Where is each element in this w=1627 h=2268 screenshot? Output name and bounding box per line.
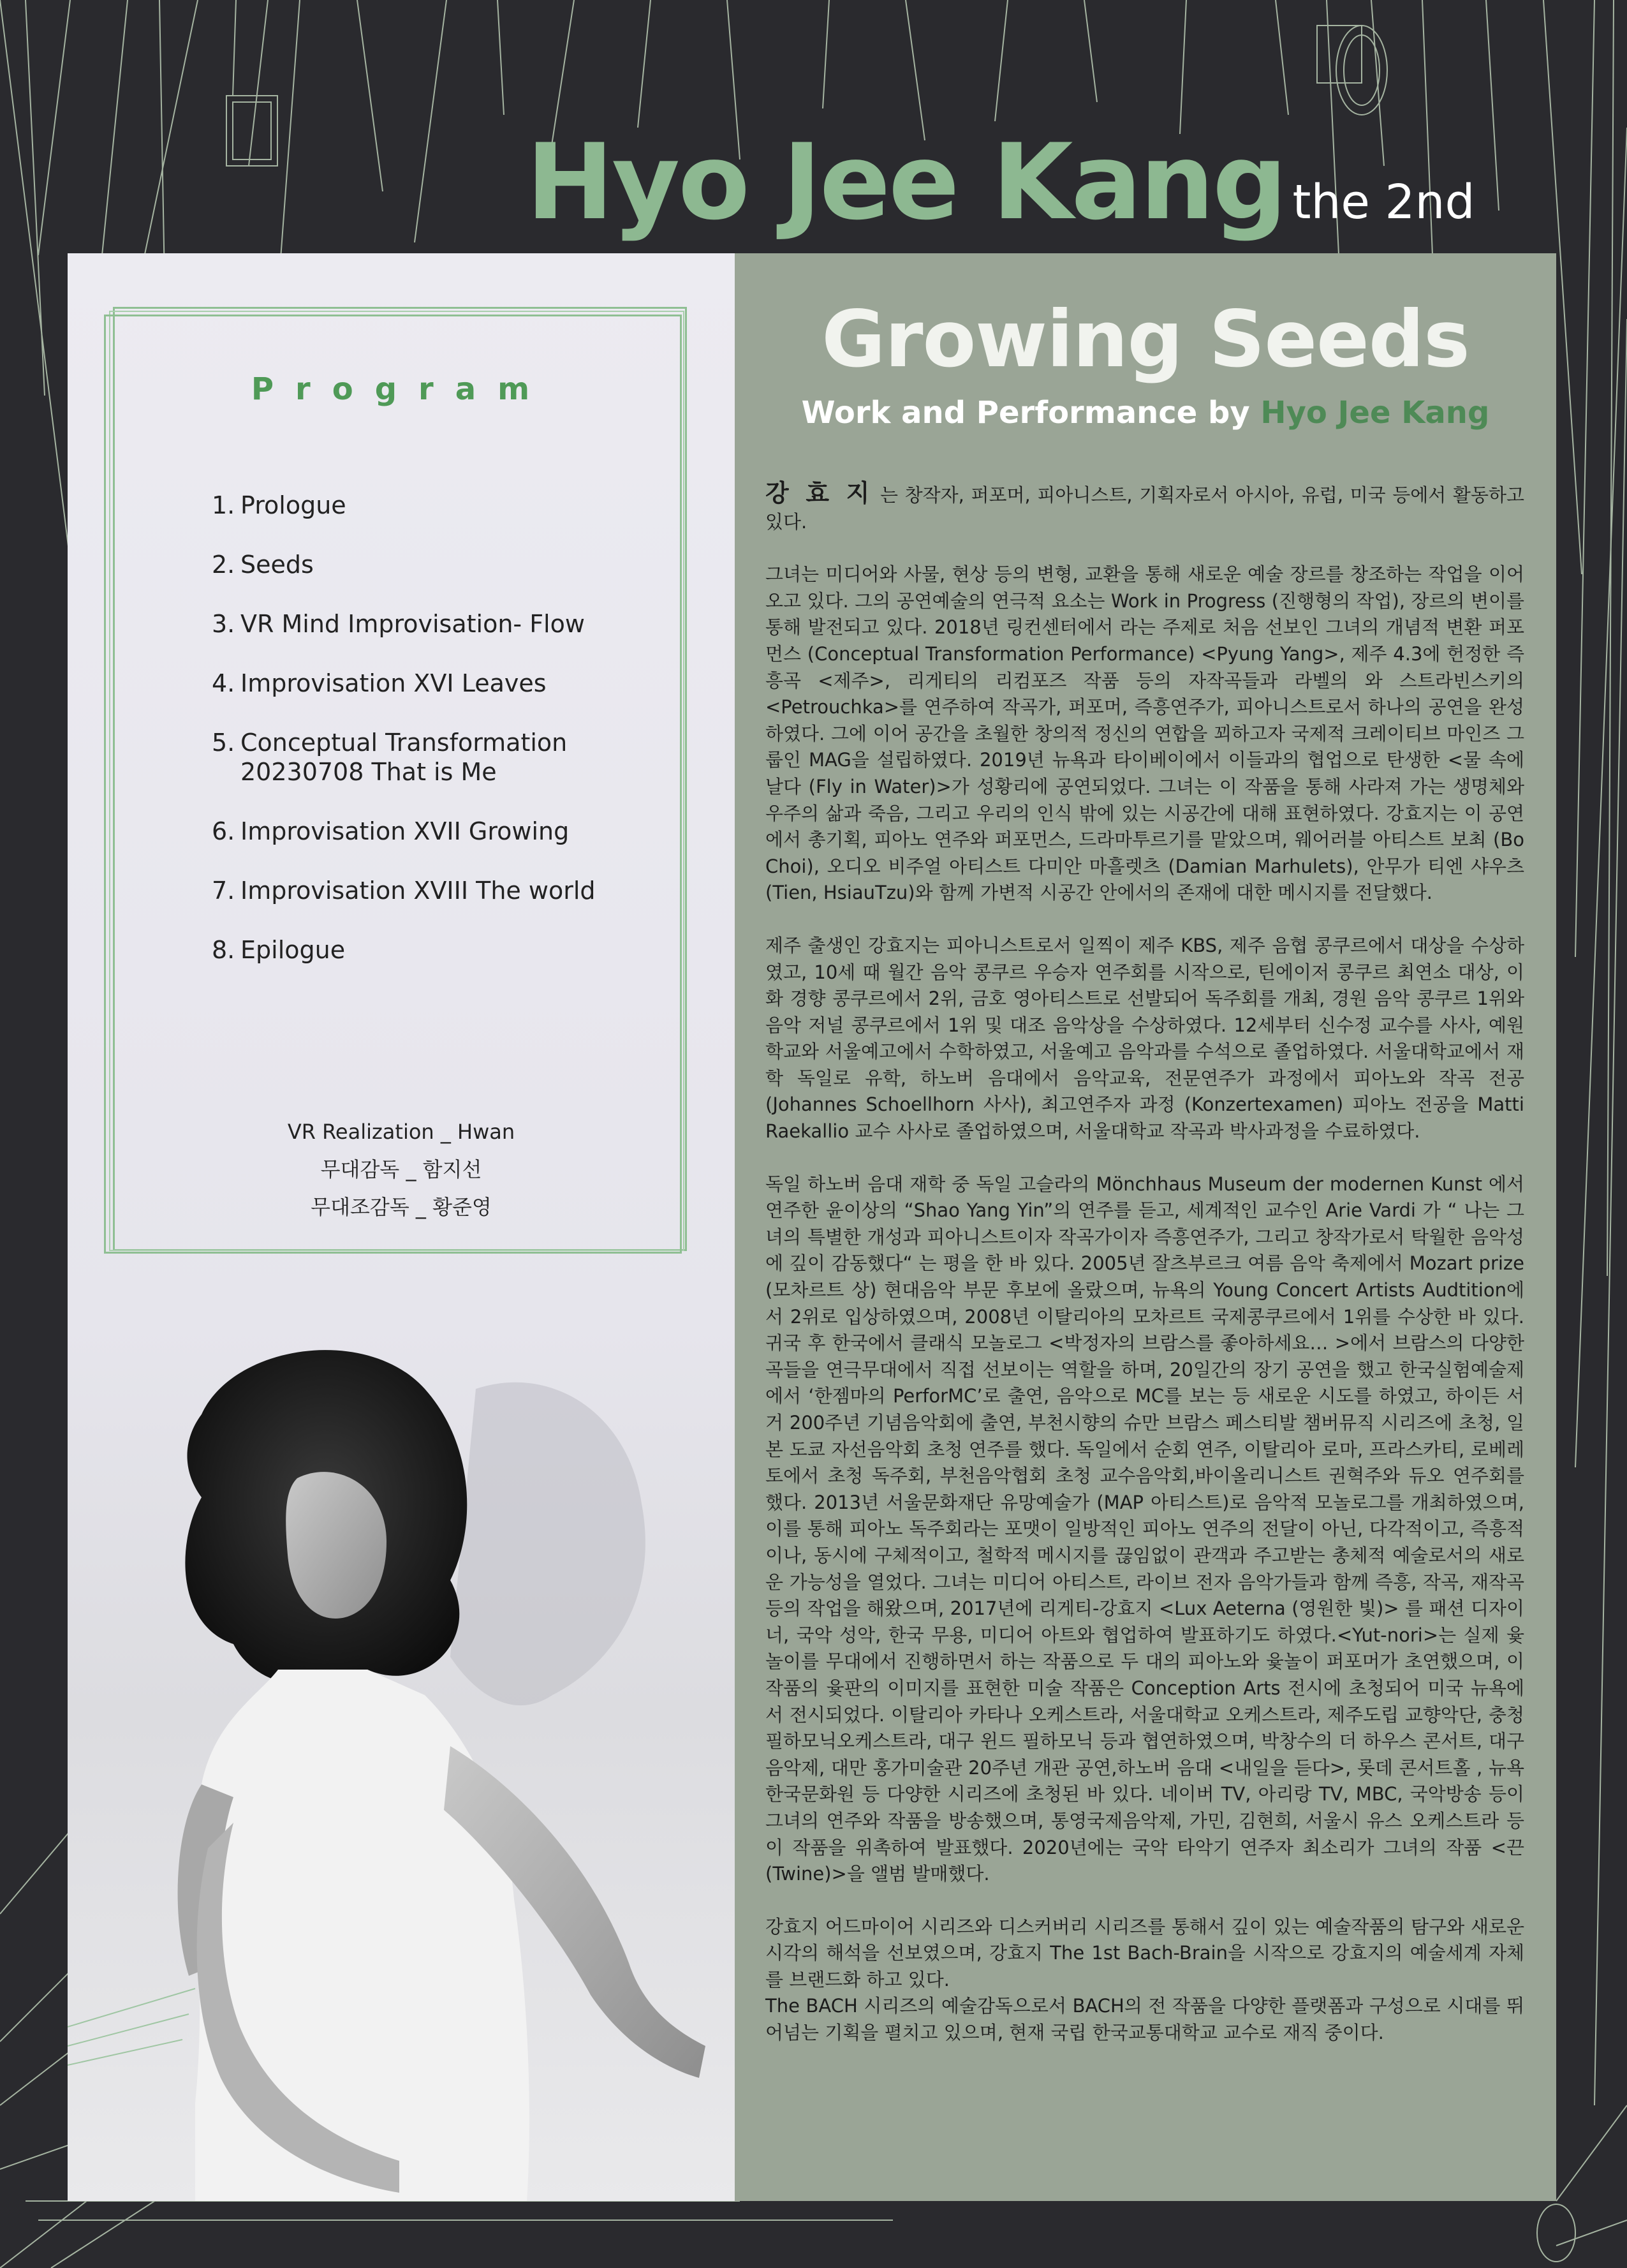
- bio-paragraph: 강효지 어드마이어 시리즈와 디스커버리 시리즈를 통해서 깊이 있는 예술작품의 탐구와 새로운 시각의 해석을 선보였으며, 강효지 The 1st Bach-Brain을 시작으로 강효지의 예술세계 자체를 브랜드화 하고 있다.: [765, 1915, 1524, 1990]
- credit-assistant-director: 무대조감독 _ 황준영: [311, 1195, 492, 1219]
- bio-paragraph: The BACH 시리즈의 예술감독으로서 BACH의 전 작품을 다양한 플랫폼과 구성으로 시대를 뛰어넘는 기획을 펼치고 있으며, 현재 국립 한국교통대학교 교수로 재직 중이다.: [765, 1995, 1524, 2044]
- program-item: 7. Improvisation XVIII The world: [212, 877, 596, 905]
- lead-name: 강 효 지: [765, 479, 874, 507]
- credit-vr: VR Realization _ Hwan: [287, 1120, 515, 1144]
- biography-text: [765, 480, 1524, 2073]
- edition-label: the 2nd: [1292, 175, 1475, 230]
- bio-paragraph: 독일 하노버 음대 재학 중 독일 고슬라의 Mönchhaus Museum der modernen Kunst 에서 연주한 윤이상의 “Shao Yang Yin”의 연주를 듣고, 세계적인 교수인 Arie Vardi 가 “ 나는 그녀의 특별한 개성과 피아니스트이자 작곡가이자 즉흥연주가, 그리고 창작가로서 탁월한 음악성에 깊이 감동했다“ 는 평을 한 바 있다. 2005년 잘츠부르크 여름 음악 축제에서 Mozart prize (모차르트 상) 현대음악 부문 후보에 올랐으며, 뉴욕의 Young Concert Artists Audtition에서 2위로 입상하였으며, 2008년 이탈리아의 모차르트 국제콩쿠르에서 1위를 수상한 바 있다. 귀국 후 한국에서 클래식 모놀로그 <박정자의 브람스를 좋아하세요… >에서 브람스의 다양한 곡들을 연극무대에서 직접 선보이는 역할을 하며, 20일간의 장기 공연을 했고 한국실험예술제에서 ‘한젬마의 PerforMC’로 출연, 음악으로 MC를 보는 등 새로운 시도를 하였고, 하이든 서거 200주년 기념음악회에 출연, 부천시향의 슈만 브람스 페스티발 챔버뮤직 시리즈에 초청, 일본 도쿄 자선음악회 초청 연주를 했다. 독일에서 순회 연주, 이탈리아 로마, 프라스카티, 로베레토에서 초청 독주회, 부천음악협회 초청 교수음악회,바이올리니스트 권혁주와 듀오 연주회를 했다. 2013년 서울문화재단 유망예술가 (MAP 아티스트)로 음악적 모놀로그를 개최하였으며, 이를 통해 피아노 독주회라는 포맷이 일방적인 피아노 연주의 전달이 아닌, 다각적이고, 즉흥적이나, 동시에 구체적이고, 철학적 메시지를 끊임없이 관객과 주고받는 총체적 예술로서의 새로운 가능성을 열었다. 그녀는 미디어 아티스트, 라이브 전자 음악가들과 함께 즉흥, 작곡, 재작곡 등의 작업을 해왔으며, 2017년에 리게티-강효지 <Lux Aeterna (영원한 빛)> 를 패션 디자이너, 국악 성악, 한국 무용, 미디어 아트와 협업하여 발표하기도 하였다.<Yut-nori>는 실제 윷놀이를 무대에서 진행하면서 하는 작품으로 두 대의 피아노와 윷놀이 퍼포머가 초연했으며, 이 작품의 윷판의 이미지를 표현한 미술 작품은 Conception Arts 전시에 초청되어 미국 뉴욕에서 전시되었다. 이탈리아 카타나 오케스트라, 서울대학교 오케스트라, 제주도립 교향악단, 충청필하모닉오케스트라, 대구 윈드 필하모닉 등과 협연하였으며, 박창수의 더 하우스 콘서트, 대구음악제, 대만 홍가미술관 20주년 개관 공연,하노버 음대 <내일을 듣다>, 롯데 콘서트홀 , 뉴욕 한국문화원 등 다양한 시리즈에 초청된 바 있다. 네이버 TV, 아리랑 TV, MBC, 국악방송 등이 그녀의 연주와 작품을 방송했으며, 통영국제음악제, 가민, 김현희, 서울시 유스 오케스트라 등이 작품을 위촉하여 발표했다. 2020년에는 국악 타악기 연주자 최소리가 그녀의 작품 <끈(Twine)>을 앨범 발매했다.: [765, 1173, 1524, 1885]
- bio-paragraph: 제주 출생인 강효지는 피아니스트로서 일찍이 제주 KBS, 제주 음협 콩쿠르에서 대상을 수상하였고, 10세 때 월간 음악 콩쿠르 우승자 연주회를 시작으로, 틴에이저 콩쿠르 최연소 대상, 이화 경향 콩쿠르에서 2위, 금호 영아티스트로 선발되어 독주회를 개최, 경원 음악 콩쿠르 1위와 음악 저널 콩쿠르에서 1위 및 대조 음악상을 수상하였다. 12세부터 신수정 교수를 사사, 예원학교와 서울예고에서 수학하였고, 서울예고 음악과를 수석으로 졸업하였다. 서울대학교에서 재학 독일로 유학, 하노버 음대에서 음악교육, 전문연주가 과정에서 피아노와 작곡 전공(Johannes Schoellhorn 사사), 최고연주자 과정 (Konzertexamen) 피아노 전공을 Matti Raekallio 교수 사사로 졸업하였으며, 서울대학교 작곡과 박사과정을 수료하였다.: [765, 934, 1524, 1143]
- concert-subtitle: Work and Performance by Hyo Jee Kang: [801, 395, 1490, 431]
- credits: [68, 1113, 735, 1226]
- credit-stage-director: 무대감독 _ 함지선: [320, 1157, 482, 1182]
- performer-name: Hyo Jee Kang: [526, 121, 1286, 243]
- program-item: 4. Improvisation XVI Leaves: [212, 669, 547, 697]
- concert-title: Growing Seeds: [821, 294, 1469, 385]
- portrait-photo: [68, 1338, 735, 2201]
- subtitle-name: Hyo Jee Kang: [1260, 395, 1490, 431]
- program-item: 3. VR Mind Improvisation- Flow: [212, 610, 585, 638]
- program-item: 2. Seeds: [212, 551, 314, 579]
- bio-paragraph: 그녀는 미디어와 사물, 현상 등의 변형, 교환을 통해 새로운 예술 장르를 창조하는 작업을 이어오고 있다. 그의 공연예술의 연극적 요소는 Work in Progress (진행형의 작업), 장르의 변이를 통해 발전되고 있다. 2018년 링컨센터에서 라는 주제로 처음 선보인 그녀의 개념적 변환 퍼포먼스 (Conceptual Transformation Performance) <Pyung Yang>, 제주 4.3에 헌정한 즉흥곡 <제주>, 리게티의 리컴포즈 작품 등의 자작곡들과 라벨의 와 스트라빈스키의 <Petrouchka>를 연주하여 작곡가, 퍼포머, 즉흥연주가, 피아니스트로서 하나의 공연을 완성하였다. 그에 이어 공간을 초월한 창의적 정신의 연합을 꾀하고자 국제적 크레이티브 마인즈 그룹인 MAG을 설립하였다. 2019년 뉴욕과 타이베이에서 이들과의 협업으로 탄생한 <물 속에 날다 (Fly in Water)>가 성황리에 공연되었다. 그녀는 이 작품을 통해 사라져 가는 생명체와 우주의 삶과 죽음, 그리고 우리의 인식 밖에 있는 시공간에 대해 표현하였다. 강효지는 이 공연에서 총기획, 피아노 연주와 퍼포먼스, 드라마투르기를 맡았으며, 웨어러블 아티스트 보최 (Bo Choi), 오디오 비주얼 아티스트 다미안 마흘렛츠 (Damian Marhulets), 안무가 티엔 샤우츠 (Tien, HsiauTzu)와 함께 가변적 시공간 안에서의 존재에 대한 메시지를 전달했다.: [765, 563, 1524, 904]
- program-panel: [68, 253, 735, 2201]
- bio-paragraph: 강 효 지 는 창작자, 퍼포머, 피아니스트, 기획자로서 아시아, 유럽, 미국 등에서 활동하고 있다.: [765, 479, 1524, 533]
- program-item: 1. Prologue: [212, 491, 346, 519]
- program-heading: Program: [251, 371, 552, 407]
- title-block: [735, 292, 1556, 431]
- program-item: 5. Conceptual Transformation 20230708 That is Me: [212, 729, 568, 786]
- header: [526, 121, 1475, 243]
- program-item: 6. Improvisation XVII Growing: [212, 817, 570, 845]
- program-item: 8. Epilogue: [212, 936, 346, 964]
- program-list: [212, 491, 596, 995]
- biography-panel: [735, 253, 1556, 2201]
